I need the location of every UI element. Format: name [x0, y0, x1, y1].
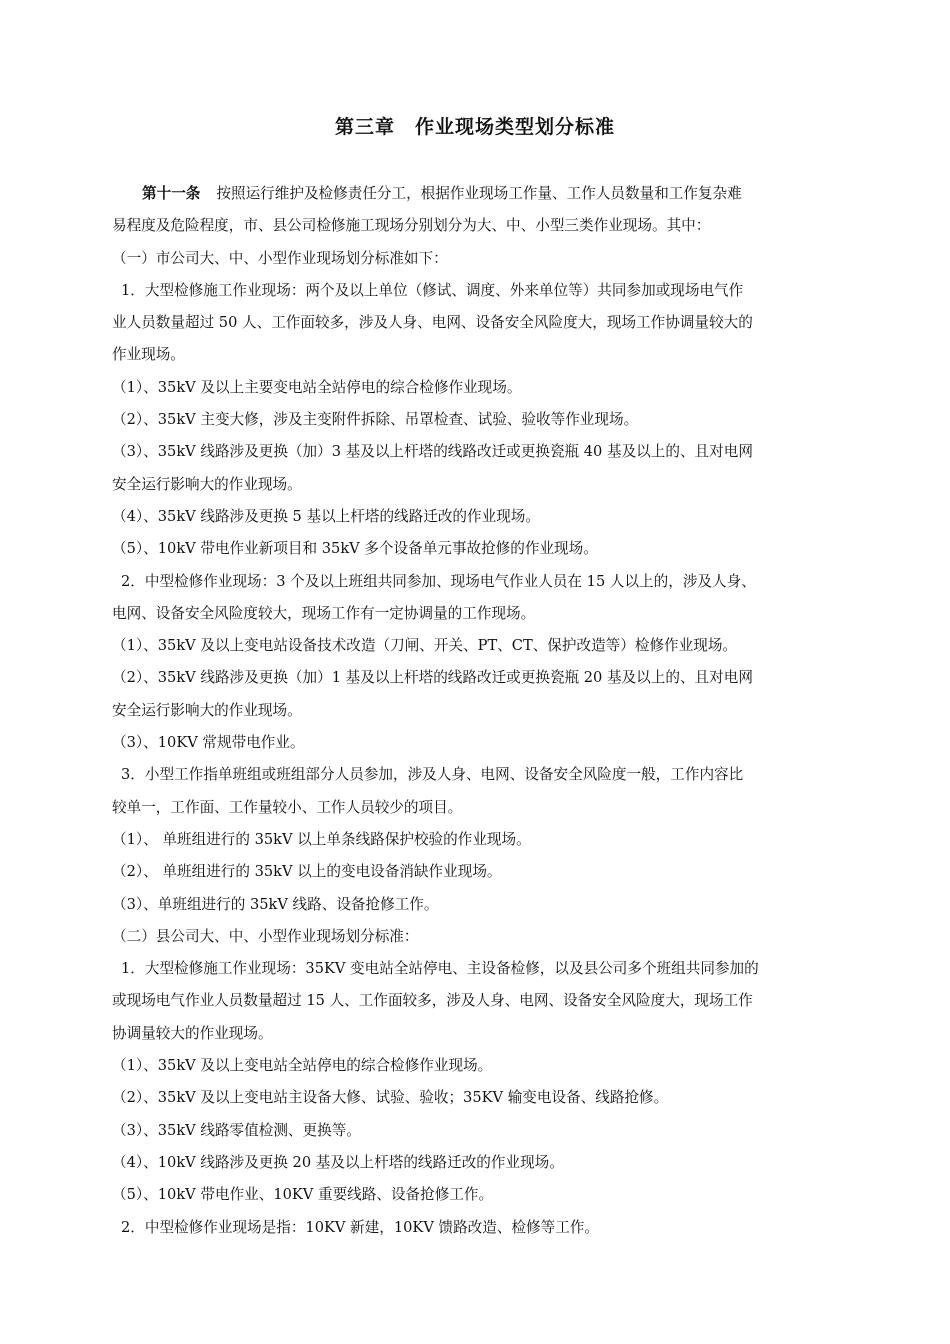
paragraph-line: 电网、设备安全风险度较大，现场工作有一定协调量的工作现场。 — [112, 604, 536, 622]
list-item: （1）、 单班组进行的 35kV 以上单条线路保护校验的作业现场。 — [112, 830, 531, 848]
category-heading: 1．大型检修施工作业现场：35KV 变电站全站停电、主设备检修，以及县公司多个班组共同参加的 — [121, 960, 759, 978]
paragraph-line: 按照运行维护及检修责任分工，根据作业现场工作量、工作人员数量和工作复杂难 — [216, 185, 742, 202]
paragraph-line: 作业现场。 — [112, 346, 185, 364]
category-heading: 2．中型检修作业现场是指：10KV 新建，10KV 馈路改造、检修等工作。 — [121, 1218, 600, 1236]
chapter-title: 第三章 作业现场类型划分标准 — [334, 116, 615, 138]
list-item: （2）、35kV 及以上变电站主设备大修、试验、验收；35KV 输变电设备、线路抢修。 — [112, 1089, 669, 1107]
list-item: （2）、35kV 线路涉及更换（加）1 基及以上杆塔的线路改迁或更换瓷瓶 20 基及以上的、且对电网 — [112, 669, 753, 687]
article-first-line — [112, 178, 840, 210]
section-heading: （二）县公司大、中、小型作业现场划分标准： — [112, 927, 419, 945]
paragraph-line: 协调量较大的作业现场。 — [112, 1024, 273, 1042]
section-heading: （一）市公司大、中、小型作业现场划分标准如下： — [112, 249, 448, 267]
paragraph-line: 业人员数量超过 50 人、工作面较多，涉及人身、电网、设备安全风险度大，现场工作协调量较大的 — [112, 314, 753, 332]
list-item: （3）、10KV 常规带电作业。 — [112, 734, 305, 752]
paragraph-line: 易程度及危险程度，市、县公司检修施工现场分别划分为大、中、小型三类作业现场。其中： — [112, 217, 711, 235]
paragraph-line: 较单一，工作面、工作量较小、工作人员较少的项目。 — [112, 798, 463, 816]
list-item: （4）、10kV 线路涉及更换 20 基及以上杆塔的线路迁改的作业现场。 — [112, 1153, 564, 1171]
list-item: （2）、 单班组进行的 35kV 以上的变电设备消缺作业现场。 — [112, 863, 502, 881]
list-item: （5）、10kV 带电作业新项目和 35kV 多个设备单元事故抢修的作业现场。 — [112, 540, 598, 558]
category-heading: 2．中型检修作业现场：3 个及以上班组共同参加、现场电气作业人员在 15 人以上的，涉及人身、 — [121, 572, 756, 590]
list-item: （3）、35kV 线路涉及更换（加）3 基及以上杆塔的线路改迁或更换瓷瓶 40 基及以上的、且对电网 — [112, 443, 753, 461]
paragraph-line: 安全运行影响大的作业现场。 — [112, 701, 302, 719]
list-item: （1）、35kV 及以上变电站设备技术改造（刀闸、开关、PT、CT、保护改造等）检修作业现场。 — [112, 637, 738, 655]
article-label: 第十一条 — [142, 185, 201, 202]
list-item: （2）、35kV 主变大修，涉及主变附件拆除、吊罩检查、试验、验收等作业现场。 — [112, 411, 639, 429]
list-item: （1）、35kV 及以上主要变电站全站停电的综合检修作业现场。 — [112, 378, 522, 396]
list-item: （4）、35kV 线路涉及更换 5 基以上杆塔的线路迁改的作业现场。 — [112, 507, 540, 525]
list-item: （3）、35kV 线路零值检测、更换等。 — [112, 1121, 361, 1139]
category-heading: 1．大型检修施工作业现场：两个及以上单位（修试、调度、外来单位等）共同参加或现场电气作 — [121, 281, 744, 299]
list-item: （5）、10kV 带电作业、10KV 重要线路、设备抢修工作。 — [112, 1186, 494, 1204]
paragraph-line: 安全运行影响大的作业现场。 — [112, 475, 302, 493]
list-item: （1）、35kV 及以上变电站全站停电的综合检修作业现场。 — [112, 1057, 493, 1075]
category-heading: 3．小型工作指单班组或班组部分人员参加，涉及人身、电网、设备安全风险度一般，工作内容比 — [121, 766, 744, 784]
document-body — [112, 178, 840, 1244]
paragraph-line: 或现场电气作业人员数量超过 15 人、工作面较多，涉及人身、电网、设备安全风险度大，现场工作 — [112, 992, 753, 1010]
list-item: （3）、单班组进行的 35kV 线路、设备抢修工作。 — [112, 895, 439, 913]
